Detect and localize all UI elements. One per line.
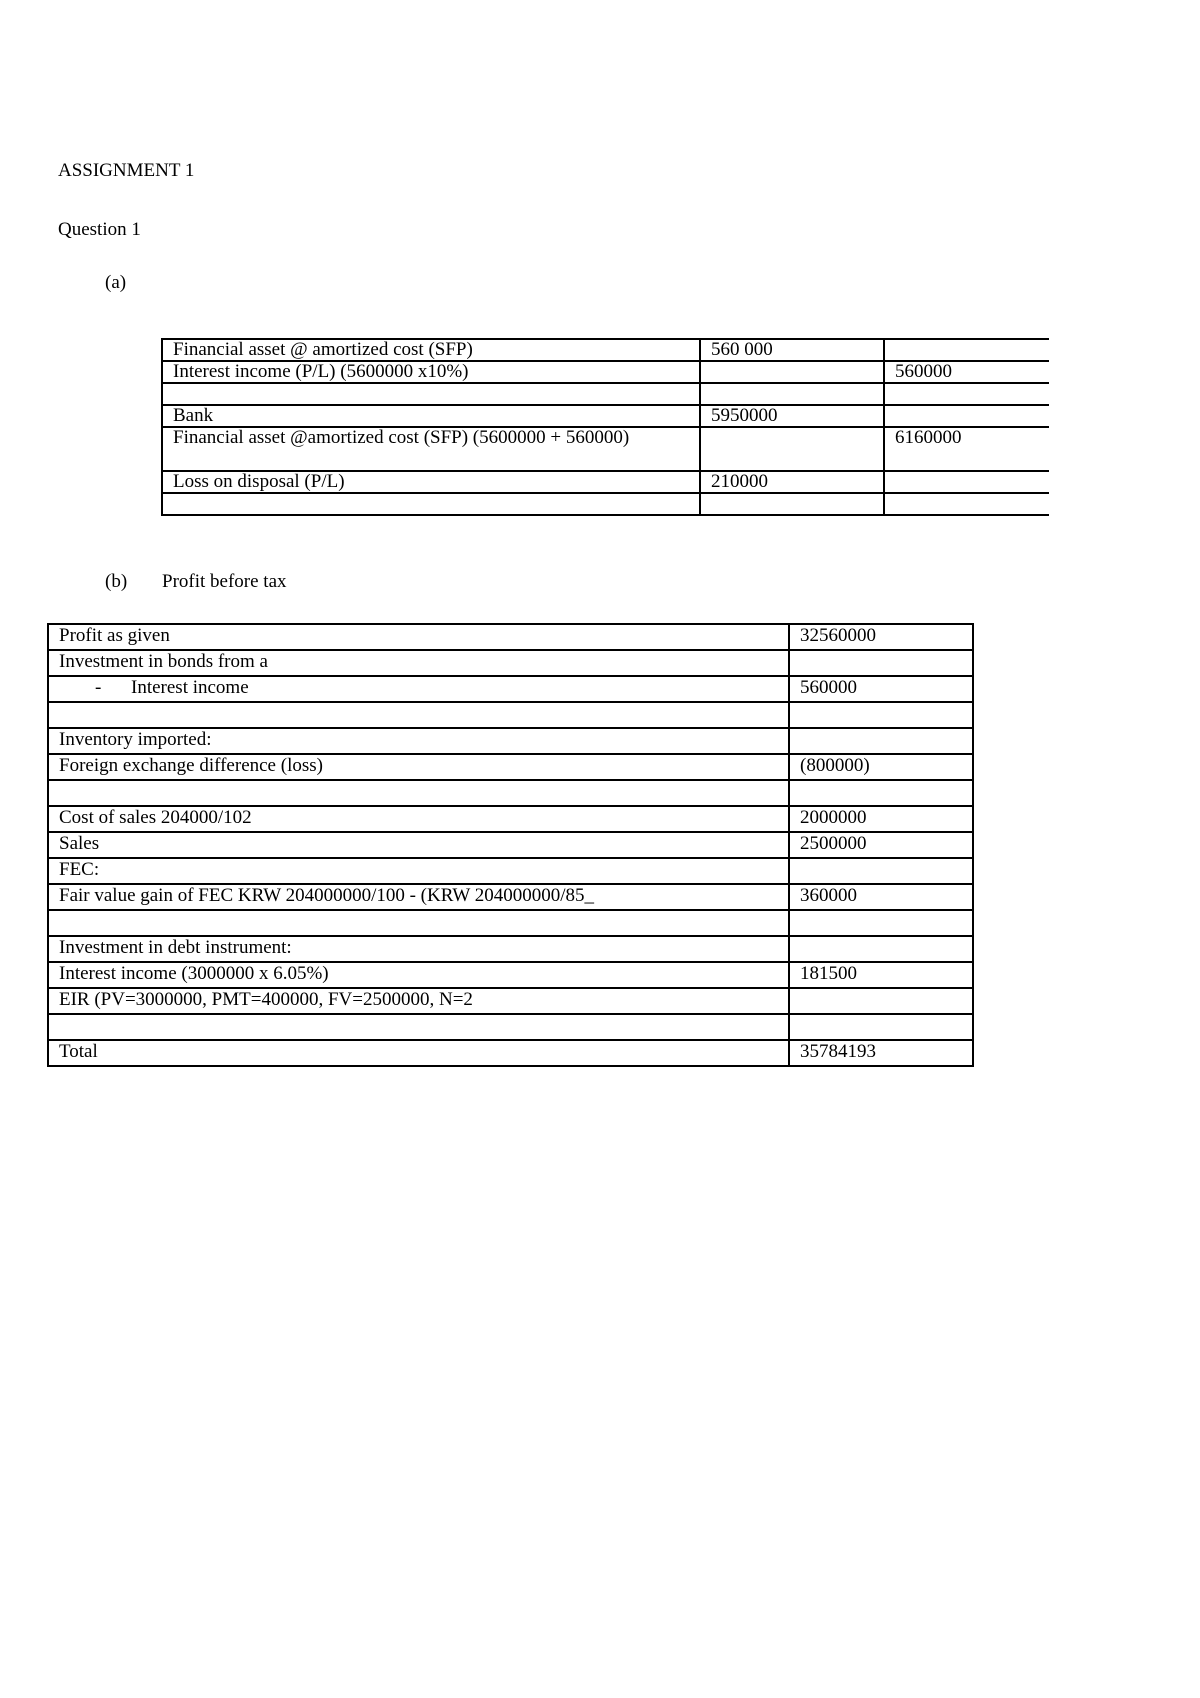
journal-row: [162, 339, 1049, 361]
journal-row: [162, 471, 1049, 493]
journal-debit: 560 000: [700, 339, 884, 361]
profit-description: Sales: [48, 832, 789, 858]
profit-description: Interest income: [131, 677, 249, 698]
profit-amount: [789, 988, 973, 1014]
profit-amount: 560000: [789, 676, 973, 702]
profit-amount: [789, 1014, 973, 1040]
journal-debit: [700, 361, 884, 383]
part-b-label: (b): [105, 571, 128, 592]
profit-description: Fair value gain of FEC KRW 204000000/100 - (KRW 204000000/85_: [48, 884, 789, 910]
question-heading: Question 1: [58, 219, 141, 240]
journal-description: Financial asset @amortized cost (SFP) (5600000 + 560000): [162, 427, 700, 471]
profit-description: FEC:: [48, 858, 789, 884]
profit-amount: [789, 780, 973, 806]
profit-amount: [789, 936, 973, 962]
journal-credit: [884, 383, 1049, 405]
profit-amount: 2000000: [789, 806, 973, 832]
profit-description: EIR (PV=3000000, PMT=400000, FV=2500000, N=2: [48, 988, 789, 1014]
journal-debit: 210000: [700, 471, 884, 493]
journal-credit: 6160000: [884, 427, 1049, 471]
table-row: [48, 780, 973, 806]
table-row: [48, 702, 973, 728]
profit-description: Cost of sales 204000/102: [48, 806, 789, 832]
table-row: [48, 988, 973, 1014]
journal-credit: [884, 339, 1049, 361]
profit-description: Inventory imported:: [48, 728, 789, 754]
table-row: [48, 624, 973, 650]
table-row: [48, 858, 973, 884]
journal-description: Bank: [162, 405, 700, 427]
journal-debit: 5950000: [700, 405, 884, 427]
profit-description: [48, 910, 789, 936]
profit-amount: 2500000: [789, 832, 973, 858]
bullet-dash: -: [95, 677, 102, 698]
profit-description: Profit as given: [48, 624, 789, 650]
profit-description-cell: [48, 676, 789, 702]
profit-description: [48, 702, 789, 728]
profit-amount: [789, 910, 973, 936]
journal-description: [162, 383, 700, 405]
journal-description: Financial asset @ amortized cost (SFP): [162, 339, 700, 361]
part-b-title: Profit before tax: [162, 571, 287, 592]
journal-credit: [884, 493, 1049, 515]
journal-description: [162, 493, 700, 515]
table-row: [48, 806, 973, 832]
journal-description: Interest income (P/L) (5600000 x10%): [162, 361, 700, 383]
table-row: [48, 884, 973, 910]
journal-row: [162, 427, 1049, 471]
table-row: [48, 1040, 973, 1066]
profit-description: [48, 780, 789, 806]
profit-amount: 181500: [789, 962, 973, 988]
profit-amount: 35784193: [789, 1040, 973, 1066]
journal-row: [162, 405, 1049, 427]
profit-amount: [789, 858, 973, 884]
journal-debit: [700, 383, 884, 405]
table-row: [48, 754, 973, 780]
profit-amount: [789, 650, 973, 676]
profit-description: Interest income (3000000 x 6.05%): [48, 962, 789, 988]
journal-row: [162, 493, 1049, 515]
table-row: [48, 962, 973, 988]
journal-description: Loss on disposal (P/L): [162, 471, 700, 493]
journal-credit: 560000: [884, 361, 1049, 383]
table-row: [48, 728, 973, 754]
profit-amount: [789, 728, 973, 754]
journal-credit: [884, 405, 1049, 427]
profit-description: Foreign exchange difference (loss): [48, 754, 789, 780]
profit-amount: 32560000: [789, 624, 973, 650]
table-row: [48, 676, 973, 702]
table-row: [48, 936, 973, 962]
table-row: [48, 650, 973, 676]
profit-amount: (800000): [789, 754, 973, 780]
table-row: [48, 832, 973, 858]
journal-row: [162, 383, 1049, 405]
journal-row: [162, 361, 1049, 383]
profit-description: [48, 1014, 789, 1040]
table-row: [48, 910, 973, 936]
profit-description: Total: [48, 1040, 789, 1066]
profit-description: Investment in bonds from a: [48, 650, 789, 676]
profit-amount: 360000: [789, 884, 973, 910]
part-a-label: (a): [105, 272, 127, 293]
journal-debit: [700, 493, 884, 515]
journal-debit: [700, 427, 884, 471]
profit-amount: [789, 702, 973, 728]
profit-before-tax-table: [47, 623, 974, 1067]
table-row: [48, 1014, 973, 1040]
journal-entries-table: [161, 338, 1049, 516]
profit-description: Investment in debt instrument:: [48, 936, 789, 962]
document-title: ASSIGNMENT 1: [58, 160, 195, 181]
journal-credit: [884, 471, 1049, 493]
